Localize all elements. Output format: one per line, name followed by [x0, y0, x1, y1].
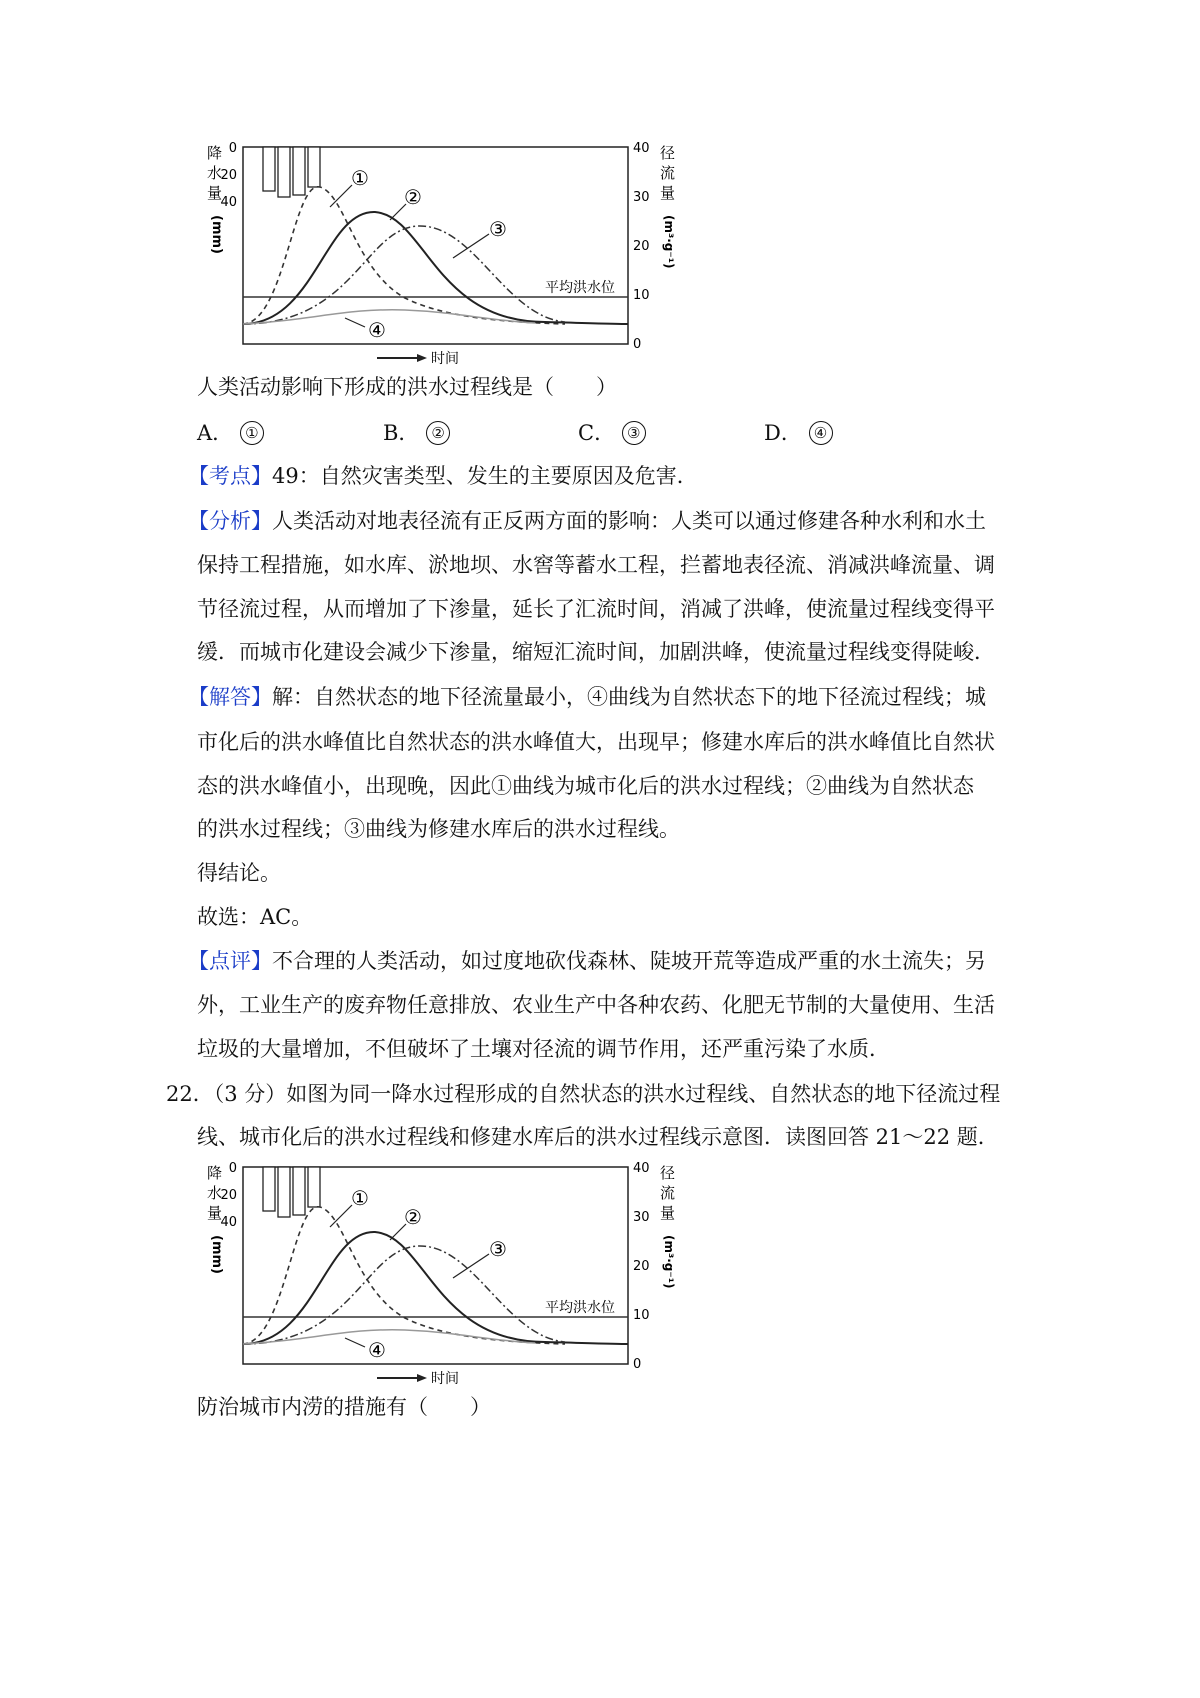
- curve-label: ③: [489, 217, 507, 241]
- right-axis-label-char: 径: [660, 144, 676, 162]
- fenxi-line-2: 保持工程措施，如水库、淤地坝、水窖等蓄水工程，拦蓄地表径流、消减洪峰流量、调: [197, 553, 995, 577]
- q22-question: 防治城市内涝的措施有（ ）: [197, 1395, 491, 1419]
- curve-label: ①: [351, 166, 369, 190]
- precipitation-bar: [278, 147, 290, 197]
- q21-question: 人类活动影响下形成的洪水过程线是（ ）: [197, 375, 617, 399]
- right-axis-label-char: 量: [660, 1204, 676, 1222]
- time-arrow-head: [417, 354, 427, 362]
- right-axis-label-char: 流: [660, 164, 676, 182]
- jieda-line-1: 【解答】解：自然状态的地下径流量最小，④曲线为自然状态下的地下径流过程线；城: [188, 685, 986, 709]
- option-a[interactable]: A． ①: [197, 418, 264, 448]
- dianping-line-3: 垃圾的大量增加，不但破坏了土壤对径流的调节作用，还严重污染了水质．: [197, 1037, 890, 1061]
- kaodian-line: 【考点】49：自然灾害类型、发生的主要原因及危害．: [188, 464, 698, 488]
- right-axis-unit: (m³·g⁻¹): [662, 215, 676, 269]
- dianping-line-2: 外，工业生产的废弃物任意排放、农业生产中各种农药、化肥无节制的大量使用、生活: [197, 993, 995, 1017]
- precipitation-bar: [293, 1167, 305, 1215]
- dianping-line-1: 【点评】不合理的人类活动，如过度地砍伐森林、陡坡开荒等造成严重的水土流失；另: [188, 949, 986, 973]
- hydrograph-chart: [205, 1160, 705, 1400]
- precipitation-bar: [293, 147, 305, 195]
- left-tick-label: 0: [228, 141, 237, 156]
- mean-flood-level-label: 平均洪水位: [545, 280, 615, 296]
- jieda-line-3: 态的洪水峰值小，出现晚，因此①曲线为城市化后的洪水过程线；②曲线为自然状态: [197, 774, 974, 798]
- mean-flood-level-label: 平均洪水位: [545, 1300, 615, 1316]
- curve-label: ④: [368, 1338, 386, 1362]
- right-axis-unit: (m³·g⁻¹): [662, 1235, 676, 1289]
- conclusion: 得结论。: [197, 861, 281, 885]
- time-arrow-head: [417, 1374, 427, 1382]
- right-tick-label: 40: [633, 1161, 650, 1176]
- precipitation-bar: [263, 147, 275, 191]
- hydrograph-figure-1: [205, 140, 705, 380]
- jieda-line-2: 市化后的洪水峰值比自然状态的洪水峰值大，出现早；修建水库后的洪水峰值比自然状: [197, 730, 995, 754]
- right-tick-label: 30: [633, 190, 650, 205]
- precipitation-bar: [308, 147, 320, 187]
- answer: 故选：AC。: [197, 905, 313, 929]
- right-tick-label: 30: [633, 1210, 650, 1225]
- hydrograph-chart: [205, 140, 705, 380]
- option-c[interactable]: C． ③: [578, 418, 646, 448]
- option-d[interactable]: D． ④: [764, 418, 833, 448]
- curve-label-leader: [345, 318, 365, 327]
- q22-stem-line-2: 线、城市化后的洪水过程线和修建水库后的洪水过程线示意图．读图回答 21～22 题．: [197, 1125, 999, 1149]
- right-axis-label-char: 径: [660, 1164, 676, 1182]
- jieda-line-4: 的洪水过程线；③曲线为修建水库后的洪水过程线。: [197, 817, 680, 841]
- curve-label-leader: [330, 1205, 352, 1227]
- curve-label-leader: [330, 185, 352, 207]
- jieda-tag: 【解答】: [188, 685, 272, 709]
- left-tick-label: 20: [220, 168, 237, 183]
- q22-stem-line-1: 22．（3 分）如图为同一降水过程形成的自然状态的洪水过程线、自然状态的地下径流过程: [166, 1082, 1001, 1106]
- right-axis-label-char: 量: [660, 184, 676, 202]
- right-tick-label: 0: [633, 1357, 642, 1372]
- kaodian-tag: 【考点】: [188, 464, 272, 488]
- left-axis-label-char: 量: [207, 184, 223, 202]
- left-axis-label-char: 水: [207, 1184, 223, 1202]
- precipitation-bar: [308, 1167, 320, 1207]
- left-axis-unit: (mm): [209, 1235, 224, 1274]
- left-axis-unit: (mm): [209, 215, 224, 254]
- right-tick-label: 20: [633, 239, 650, 254]
- curve-label-leader: [453, 234, 489, 258]
- curve-label-leader: [345, 1338, 365, 1347]
- right-tick-label: 10: [633, 288, 650, 303]
- curve-label: ①: [351, 1186, 369, 1210]
- precipitation-bar: [278, 1167, 290, 1217]
- right-tick-label: 40: [633, 141, 650, 156]
- left-axis-label-char: 降: [207, 1164, 223, 1182]
- right-tick-label: 0: [633, 337, 642, 352]
- left-tick-label: 0: [228, 1161, 237, 1176]
- time-label: 时间: [431, 1371, 459, 1387]
- option-b[interactable]: B． ②: [383, 418, 450, 448]
- left-tick-label: 20: [220, 1188, 237, 1203]
- right-tick-label: 20: [633, 1259, 650, 1274]
- left-tick-label: 40: [220, 195, 237, 210]
- precipitation-bar: [263, 1167, 275, 1211]
- curve-label: ④: [368, 318, 386, 342]
- curve-label: ②: [404, 185, 422, 209]
- dianping-tag: 【点评】: [188, 949, 272, 973]
- right-tick-label: 10: [633, 1308, 650, 1323]
- left-axis-label-char: 量: [207, 1204, 223, 1222]
- fenxi-line-4: 缓．而城市化建设会减少下渗量，缩短汇流时间，加剧洪峰，使流量过程线变得陡峻．: [197, 640, 995, 664]
- hydrograph-figure-2: [205, 1160, 705, 1400]
- right-axis-label-char: 流: [660, 1184, 676, 1202]
- curve-label: ③: [489, 1237, 507, 1261]
- left-tick-label: 40: [220, 1215, 237, 1230]
- fenxi-tag: 【分析】: [188, 509, 272, 533]
- fenxi-line-3: 节径流过程，从而增加了下渗量，延长了汇流时间，消减了洪峰，使流量过程线变得平: [197, 597, 995, 621]
- left-axis-label-char: 水: [207, 164, 223, 182]
- left-axis-label-char: 降: [207, 144, 223, 162]
- time-label: 时间: [431, 351, 459, 367]
- curve-label-leader: [453, 1254, 489, 1278]
- curve-label: ②: [404, 1205, 422, 1229]
- fenxi-line-1: 【分析】人类活动对地表径流有正反两方面的影响：人类可以通过修建各种水利和水土: [188, 509, 986, 533]
